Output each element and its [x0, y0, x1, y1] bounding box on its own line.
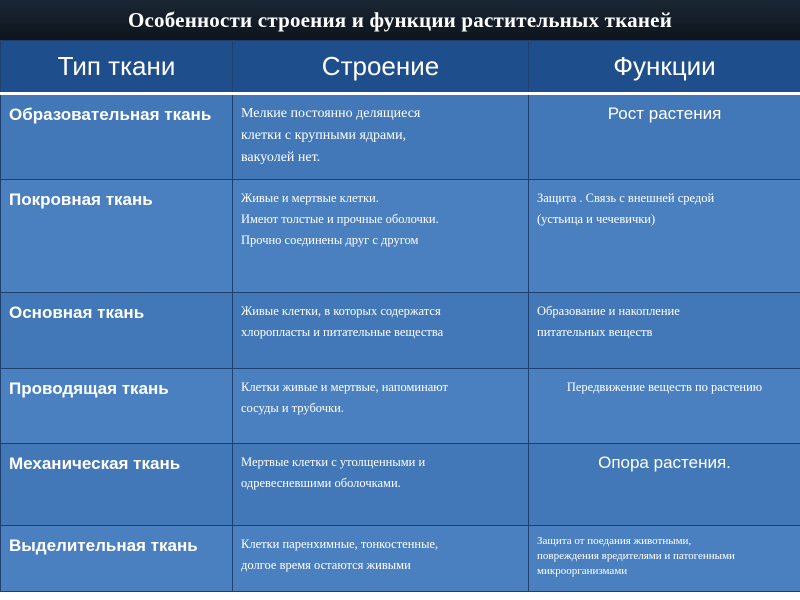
- tissue-name-cell: [1, 180, 233, 293]
- function-line: микроорганизмами: [537, 565, 628, 577]
- structure-cell: [233, 94, 529, 180]
- functions-cell: [529, 444, 800, 526]
- structure-line: клетки с крупными ядрами,: [241, 128, 407, 143]
- table-row: [1, 94, 800, 180]
- function-line: (устьица и чечевички): [537, 212, 656, 226]
- table-row: [1, 444, 800, 526]
- functions-cell: [529, 180, 800, 293]
- page-title: Особенности строения и функции растительных тканей: [128, 7, 672, 32]
- structure-cell: [233, 369, 529, 444]
- structure-cell: [233, 526, 529, 592]
- structure-line: Имеют толстые и прочные оболочки.: [241, 212, 439, 226]
- structure-line: Живые клетки, в которых содержатся: [241, 304, 441, 318]
- tissue-table: [0, 40, 800, 592]
- structure-line: хлоропласты и питательные вещества: [241, 325, 444, 339]
- structure-line: долгое время остаются живыми: [241, 558, 411, 572]
- functions-cell: [529, 369, 800, 444]
- structure-line: Прочно соединены друг с другом: [241, 233, 419, 247]
- function-line: Передвижение веществ по растению: [566, 380, 763, 394]
- table-row: [1, 526, 800, 592]
- function-line: Рост растения: [607, 104, 722, 123]
- structure-line: Клетки живые и мертвые, напоминают: [241, 380, 448, 394]
- function-line: Защита от поедания животными,: [537, 535, 692, 547]
- structure-line: одревесневшими оболочками.: [241, 476, 401, 490]
- tissue-name: Механическая ткань: [9, 454, 181, 473]
- structure-line: Клетки паренхимные, тонкостенные,: [241, 537, 439, 551]
- functions-cell: [529, 293, 800, 369]
- tissue-name: Покровная ткань: [9, 190, 153, 209]
- structure-line: Мертвые клетки с утолщенными и: [241, 455, 426, 469]
- structure-cell: [233, 293, 529, 369]
- tissue-name-cell: [1, 444, 233, 526]
- structure-line: Мелкие постоянно делящиеся: [241, 106, 421, 121]
- table-row: [1, 369, 800, 444]
- tissue-name-cell: [1, 293, 233, 369]
- function-line: Образование и накопление: [537, 304, 680, 318]
- tissue-name: Проводящая ткань: [9, 379, 169, 398]
- functions-cell: [529, 94, 800, 180]
- table-header-row: [1, 41, 800, 94]
- table-row: [1, 180, 800, 293]
- header-structure: Строение: [233, 41, 529, 94]
- structure-cell: [233, 444, 529, 526]
- structure-cell: [233, 180, 529, 293]
- structure-line: сосуды и трубочки.: [241, 401, 344, 415]
- function-line: Опора растения.: [598, 453, 731, 472]
- tissue-name-cell: [1, 369, 233, 444]
- header-functions: Функции: [529, 41, 800, 94]
- functions-cell: [529, 526, 800, 592]
- structure-line: Живые и мертвые клетки.: [241, 191, 379, 205]
- structure-line: вакуолей нет.: [241, 150, 321, 165]
- tissue-name: Основная ткань: [9, 303, 145, 322]
- header-tissue-type: Тип ткани: [1, 41, 233, 94]
- function-line: Защита . Связь с внешней средой: [537, 191, 715, 205]
- tissue-name: Выделительная ткань: [9, 536, 198, 555]
- table-row: [1, 293, 800, 369]
- tissue-name-cell: [1, 526, 233, 592]
- tissue-name: Образовательная ткань: [9, 105, 212, 124]
- function-line: питательных веществ: [537, 325, 653, 339]
- title-bar: [0, 0, 800, 40]
- tissue-name-cell: [1, 94, 233, 180]
- function-line: повреждения вредителями и патогенными: [537, 550, 735, 562]
